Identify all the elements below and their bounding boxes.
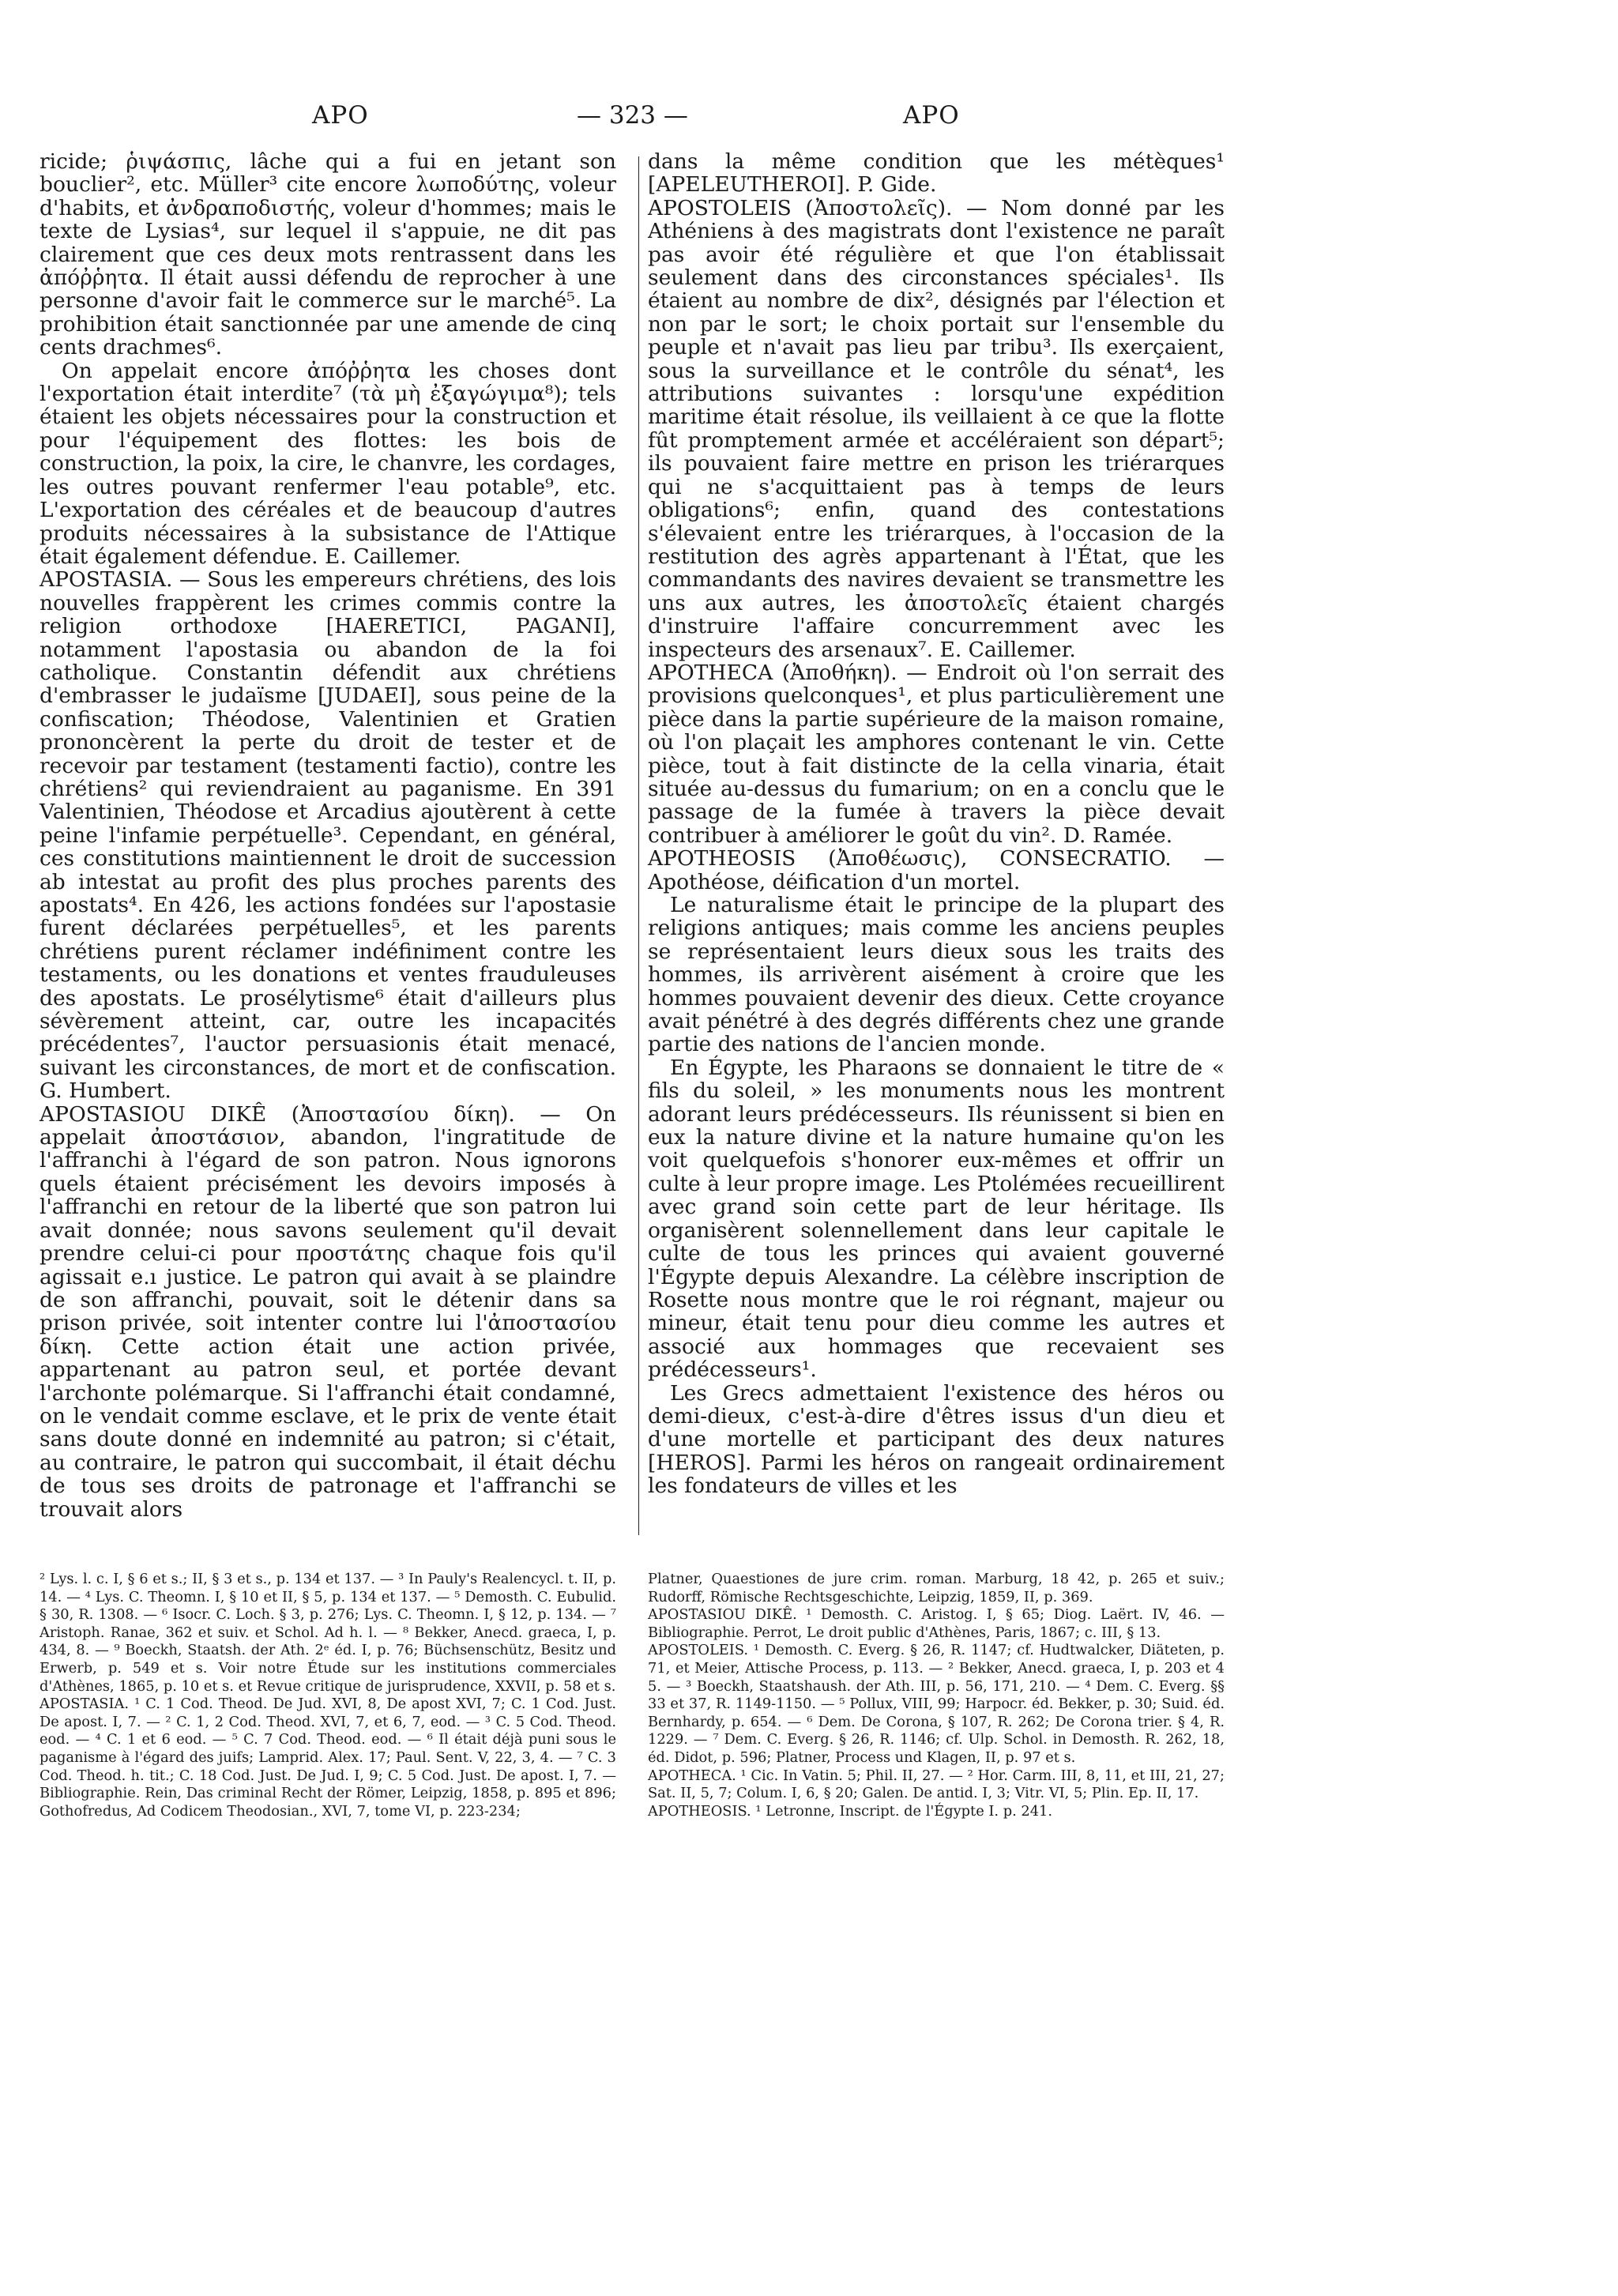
entry-apostasiou-dike: APOSTASIOU DIKÊ (Ἀποστασίου δίκη). — On appelait ἀποστάσιον, abandon, l'ingratitude de l'affranchi à l'égard de son patron. Nous ignorons quels étaient précisément les devoirs imposés à l'affranchi en retour de la liberté que son patron lui avait donnée; nous savons seulement qu'il devait prendre celui-ci pour προστάτης chaque fois qu'il agissait e.ı justice. Le patron qui avait à se plaindre de son affranchi, pouvait, soit le détenir dans sa prison privée, soit intenter contre lui l'ἀποστασίου δίκη. Cette action était une action privée, appartenant au patron seul, et portée devant l'archonte polémarque. Si l'affranchi était condamné, on le vendait comme esclave, et le prix de vente était sans doute donné en indemnité au patron; si c'était, au contraire, le patron qui succombait, il était déchu de tous ses droits de patronage et l'affranchi se trouvait alors (40, 1101, 616, 1522)
left-column (40, 150, 616, 1521)
paragraph-egypte: En Égypte, les Pharaons se donnaient le titre de « fils du soleil, » les monuments nous les montrent adorant leurs prédécesseurs. Ils réunissent si bien en eux la nature divine et la nature humaine qu'on les voit quelquefois s'honorer eux-mêmes et offrir un culte à leur propre image. Les Ptolémées recueillirent avec grand soin cette part de leur héritage. Ils organisèrent solennellement dans leur capitale le culte de tous les princes qui avaient gouverné l'Égypte depuis Alexandre. La célèbre inscription de Rosette nous montre que le roi régnant, majeur ou mineur, était tenu pour dieu comme les autres et associé aux hommages que recevaient ses prédécesseurs¹. (648, 1055, 1225, 1383)
entry-apotheosis: APOTHEOSIS (Ἀποθέωσις), CONSECRATIO. — Apothéose, déification d'un mortel. (648, 846, 1225, 894)
footnotes-right (648, 1571, 1225, 1820)
header-left-word: APO (312, 101, 369, 130)
entry-apostoleis: APOSTOLEIS (Ἀποστολεῖς). — Nom donné par les Athéniens à des magistrats dont l'existence ne paraît pas avoir été régulière et que l'on établissait seulement dans des circonstances spéciales¹. Ils étaient au nombre de dix², désignés par l'élection et non par le sort; le choix portait sur l'ensemble du peuple et n'avait pas lieu par tribu³. Ils exerçaient, sous la surveillance et le contrôle du sénat⁴, les attributions suivantes : lorsqu'une expédition maritime était résolue, ils veillaient à ce que la flotte fût promptement armée et accéléraient son départ⁵; ils pouvaient faire mettre en prison les triérarques qui ne s'acquittaient pas à temps de leurs obligations⁶; enfin, quand des contestations s'élevaient entre les triérarques, à l'occasion de la restitution des agrès appartenant à l'État, que les commandants des navires devaient se transmettre les uns aux autres, les ἀποστολεῖς étaient chargés d'instruire l'affaire concurremment avec les inspecteurs des arsenaux⁷. E. Caillemer. (648, 195, 1225, 662)
running-header (0, 101, 1618, 133)
footnote-block: Platner, Quaestiones de jure crim. roman. Marburg, 18 42, p. 265 et suiv.; Rudorff, Römische Rechtsgeschichte, Leipzig, 1859, II, p. 369. (648, 1571, 1225, 1605)
paragraph-exportation: On appelait encore ἀπόῤῥητα les choses dont l'exportation était interdite⁷ (τὰ μὴ ἐξαγώγιμα⁸); tels étaient les objets nécessaires pour la construction et pour l'équipement des flottes: les bois de construction, la poix, la cire, le chanvre, les cordages, les outres pouvant renfermer l'eau potable⁹, etc. L'exportation des céréales et de beaucoup d'autres produits nécessaires à la subsistance de l'Attique était également défendue. E. Caillemer. (40, 358, 616, 569)
footnote-block: APOTHECA. ¹ Cic. In Vatin. 5; Phil. II, 27. — ² Hor. Carm. III, 8, 11, et III, 21, 27; Sat. II, 5, 7; Colum. I, 6, § 20; Galen. De antid. I, 3; Vitr. VI, 5; Plin. Ep. II, 17. (648, 1767, 1225, 1802)
paragraph-grecs: Les Grecs admettaient l'existence des héros ou demi-dieux, c'est-à-dire d'êtres issus d'un dieu et d'une mortelle et participant des deux natures [HEROS]. Parmi les héros on rangeait ordinairement les fondateurs de villes et les (648, 1380, 1225, 1499)
right-column (648, 150, 1225, 1498)
entry-apotheca: APOTHECA (Ἀποθήκη). — Endroit où l'on serrait des provisions quelconques¹, et plus particulièrement une pièce dans la partie supérieure de la maison romaine, où l'on plaçait les amphores contenant le vin. Cette pièce, tout à fait distincte de la cella vinaria, était située au-dessus du fumarium; on en a conclu que le passage de la fumée à travers la pièce devait contribuer à améliorer le goût du vin². D. Ramée. (648, 660, 1225, 848)
paragraph-continuation-right: dans la même condition que les métèques¹ [APELEUTHEROI]. P. Gide. (648, 149, 1225, 198)
header-right-word: APO (903, 101, 960, 130)
footnote-block: APOSTASIA. ¹ C. 1 Cod. Theod. De Jud. XVI, 8, De apost XVI, 7; C. 1 Cod. Just. De apost. I, 7. — ² C. 1, 2 Cod. Theod. XVI, 7, et 6, 7, eod. — ³ C. 5 Cod. Theod. eod. — ⁴ C. 1 et 6 eod. — ⁵ C. 7 Cod. Theod. eod. — ⁶ Il était déjà puni sous le paganisme à l'égard des juifs; Lamprid. Alex. 17; Paul. Sent. V, 22, 3, 4. — ⁷ C. 3 Cod. Theod. h. tit.; C. 18 Cod. Just. De Jud. I, 9; C. 5 Cod. Just. De apost. I, 7. — Bibliographie. Rein, Das criminal Recht der Römer, Leipzig, 1858, p. 895 et 896; Gothofredus, Ad Codicem Theodosian., XVI, 7, tome VI, p. 223-234; (40, 1696, 616, 1820)
paragraph-naturalisme: Le naturalisme était le principe de la plupart des religions antiques; mais comme les anciens peuples se représentaient leurs dieux sous les traits des hommes, ils arrivèrent aisément à croire que les hommes pouvaient devenir des dieux. Cette croyance avait pénétré à des degrés différents chez une grande partie des nations de l'ancien monde. (648, 893, 1225, 1057)
column-divider (638, 156, 639, 1535)
footnotes-left (40, 1571, 616, 1820)
paragraph-continuation: ricide; ῥιψάσπις, lâche qui a fui en jetant son bouclier², etc. Müller³ cite encore λωποδύτης, voleur d'habits, et ἀνδραποδιστής, voleur d'hommes; mais le texte de Lysias⁴, sur lequel il s'appuie, ne dit pas clairement que ces deux mots rentrassent dans les ἀπόῤῥητα. Il était aussi défendu de reprocher à une personne d'avoir fait le commerce sur le marché⁵. La prohibition était sanctionnée par une amende de cinq cents drachmes⁶. (40, 149, 616, 360)
page-number: — 323 — (577, 101, 688, 130)
footnote-block: ² Lys. l. c. I, § 6 et s.; II, § 3 et s., p. 134 et 137. — ³ In Pauly's Realencycl. t. II, p. 14. — ⁴ Lys. C. Theomn. I, § 10 et II, § 5, p. 134 et 137. — ⁵ Demosth. C. Eubulid. § 30, R. 1308. — ⁶ Isocr. C. Loch. § 3, p. 276; Lys. C. Theomn. I, § 12, p. 134. — ⁷ Aristoph. Ranae, 362 et suiv. et Schol. Ad h. l. — ⁸ Bekker, Anecd. graeca, I, p. 434, 8. — ⁹ Boeckh, Staatsh. der Ath. 2ᵉ éd. I, p. 76; Büchsenschütz, Besitz und Erwerb, p. 549 et s. Voir notre Étude sur les institutions commerciales d'Athènes, 1865, p. 10 et s. et Revue critique de jurisprudence, XXVII, p. 58 et s. (40, 1571, 616, 1695)
footnote-block: APOTHEOSIS. ¹ Letronne, Inscript. de l'Égypte I. p. 241. (648, 1802, 1052, 1820)
footnote-block: APOSTASIOU DIKÊ. ¹ Demosth. C. Aristog. I, § 65; Diog. Laërt. IV, 46. — Bibliographie. Perrot, Le droit public d'Athènes, Paris, 1867; c. III, § 13. (648, 1606, 1225, 1641)
entry-apostasia: APOSTASIA. — Sous les empereurs chrétiens, des lois nouvelles frappèrent les crimes commis contre la religion orthodoxe [HAERETICI, PAGANI], notamment l'apostasia ou abandon de la foi catholique. Constantin défendit aux chrétiens d'embrasser le judaïsme [JUDAEI], sous peine de la confiscation; Théodose, Valentinien et Gratien prononcèrent la perte du droit de tester et de recevoir par testament (testamenti factio), contre les chrétiens² qui reviendraient au paganisme. En 391 Valentinien, Théodose et Arcadius ajoutèrent à cette peine l'infamie perpétuelle³. Cependant, en général, ces constitutions maintiennent le droit de succession ab intestat au profit des plus proches parents des apostats⁴. En 426, les actions fondées sur l'apostasie furent déclarées perpétuelles⁵, et les parents chrétiens purent réclamer indéfiniment contre les testaments, ou les donations et ventes frauduleuses des apostats. Le prosélytisme⁶ était d'ailleurs plus sévèrement atteint, car, outre les incapacités précédentes⁷, l'auctor persuasionis était menacé, suivant les circonstances, de mort et de confiscation. G. Humbert. (40, 567, 616, 1104)
footnote-block: APOSTOLEIS. ¹ Demosth. C. Everg. § 26, R. 1147; cf. Hudtwalcker, Diäteten, p. 71, et Meier, Attische Process, p. 113. — ² Bekker, Anecd. graeca, I, p. 203 et 4 5. — ³ Boeckh, Staatshaush. der Ath. III, p. 56, 171, 210. — ⁴ Dem. C. Everg. §§ 33 et 37, R. 1149-1150. — ⁵ Pollux, VIII, 99; Harpocr. éd. Bekker, p. 30; Suid. éd. Bernhardy, p. 654. — ⁶ Dem. De Corona, § 107, R. 262; De Corona trier. § 4, R. 1229. — ⁷ Dem. C. Everg. § 26, R. 1146; cf. Ulp. Schol. in Demosth. R. 262, 18, éd. Didot, p. 596; Platner, Process und Klagen, II, p. 97 et s. (648, 1642, 1225, 1766)
